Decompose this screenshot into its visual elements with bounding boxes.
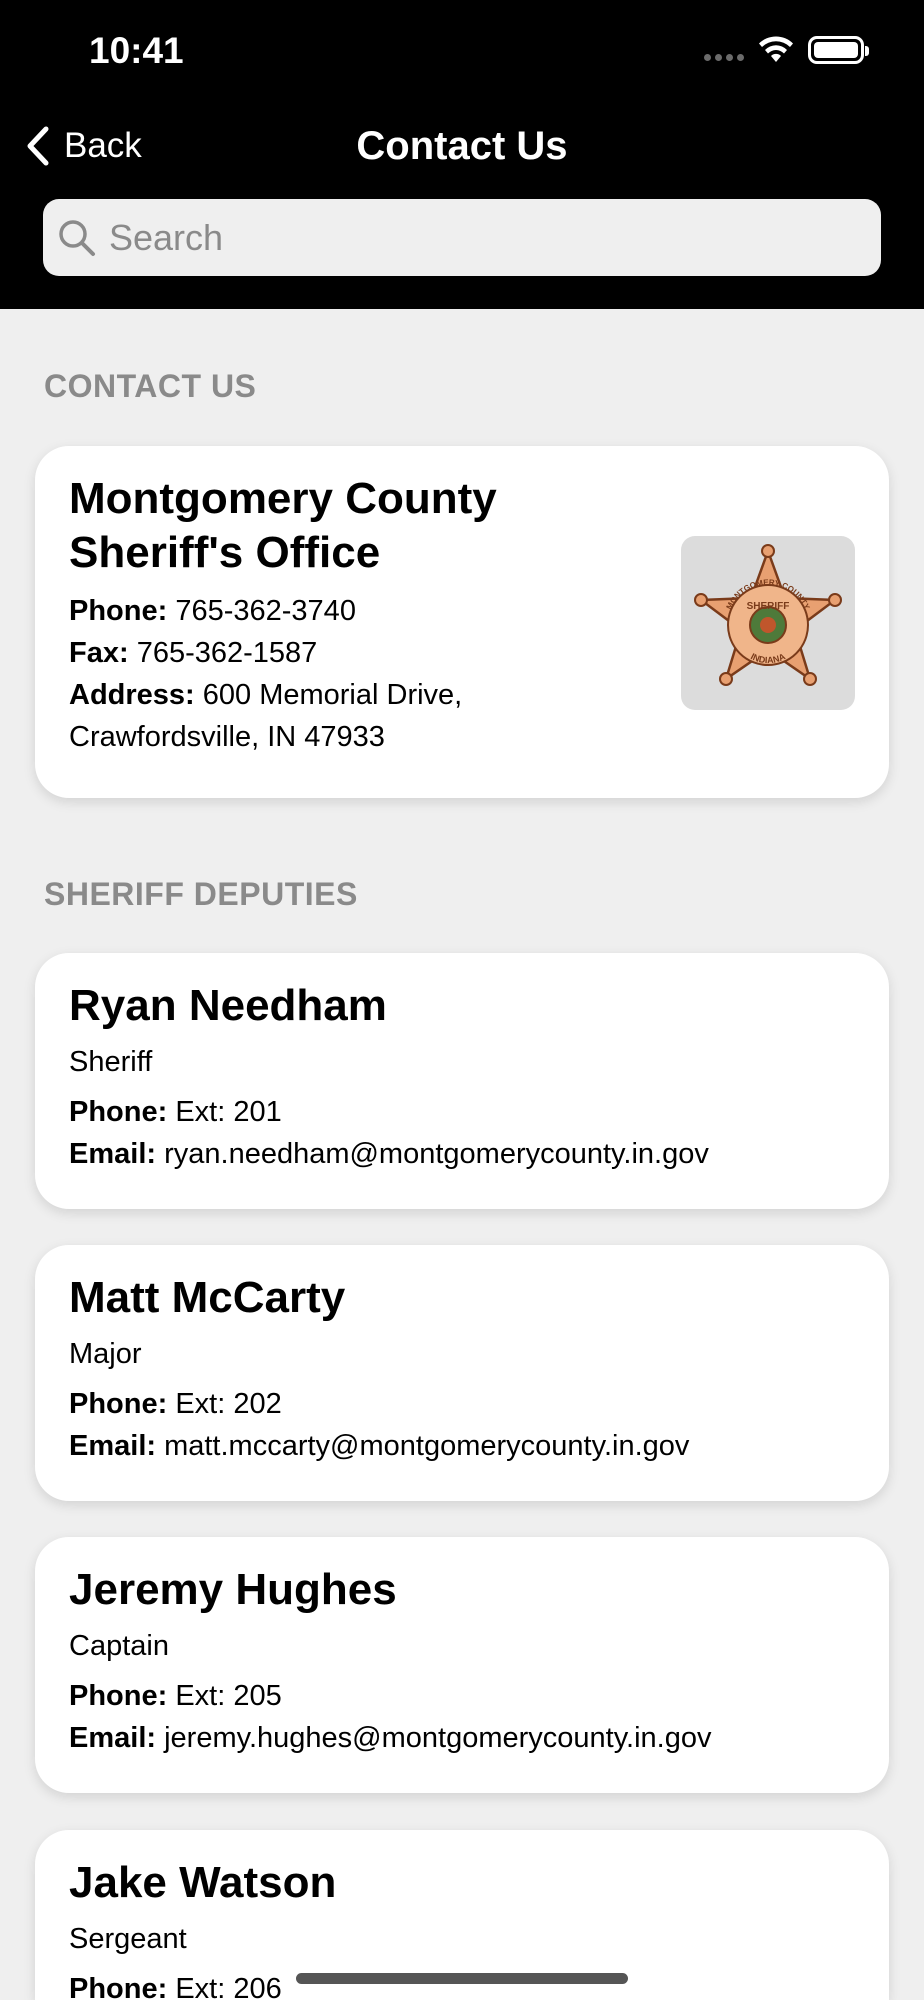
- phone-label: Phone:: [69, 1973, 168, 2000]
- deputy-name: Jeremy Hughes: [69, 1565, 397, 1614]
- deputy-card[interactable]: [35, 1245, 889, 1501]
- deputy-name: Matt McCarty: [69, 1273, 346, 1322]
- battery-icon: [808, 36, 864, 64]
- email-label: Email:: [69, 1138, 157, 1170]
- email-label: Email:: [69, 1430, 157, 1462]
- office-phone-line: [69, 590, 629, 632]
- office-card[interactable]: [35, 446, 889, 798]
- deputy-phone-line: [69, 1091, 855, 1133]
- home-indicator[interactable]: [296, 1973, 628, 1984]
- office-address[interactable]: 600 Memorial Drive, Crawfordsville, IN 47933: [69, 679, 463, 753]
- phone-label: Phone:: [69, 1680, 168, 1712]
- deputy-title: Captain: [69, 1630, 169, 1662]
- deputy-title: Sergeant: [69, 1923, 187, 1955]
- wifi-icon: [758, 36, 794, 64]
- office-fax: 765-362-1587: [136, 637, 318, 669]
- deputy-email-line: [69, 1133, 855, 1175]
- deputy-email[interactable]: jeremy.hughes@montgomerycounty.in.gov: [164, 1722, 712, 1754]
- address-label: Address:: [69, 679, 195, 711]
- phone-label: Phone:: [69, 595, 168, 627]
- search-bar[interactable]: [43, 199, 881, 276]
- badge-text-center: SHERIFF: [746, 601, 790, 612]
- deputy-card[interactable]: [35, 1537, 889, 1793]
- badge-text-bottom: INDIANA: [749, 651, 787, 666]
- deputy-title: Major: [69, 1338, 142, 1370]
- deputy-phone-line: [69, 1675, 855, 1717]
- header: [0, 0, 924, 309]
- sheriff-badge-image: [681, 536, 855, 710]
- deputy-phone-line: [69, 1383, 855, 1425]
- deputy-phone[interactable]: Ext: 205: [175, 1680, 282, 1712]
- office-fax-line: [69, 632, 629, 674]
- back-label: Back: [64, 126, 142, 165]
- deputy-name: Jake Watson: [69, 1858, 337, 1907]
- office-phone[interactable]: 765-362-3740: [175, 595, 356, 627]
- sheriff-star-badge-icon: [688, 543, 848, 703]
- search-icon: [57, 218, 97, 258]
- badge-text-top: MONTGOMERY COUNTY: [724, 577, 812, 611]
- deputy-phone[interactable]: Ext: 206: [175, 1973, 282, 2000]
- deputy-phone[interactable]: Ext: 201: [175, 1096, 282, 1128]
- email-label: Email:: [69, 1722, 157, 1754]
- status-icons: [704, 36, 864, 64]
- deputy-email[interactable]: matt.mccarty@montgomerycounty.in.gov: [164, 1430, 690, 1462]
- deputy-email[interactable]: ryan.needham@montgomerycounty.in.gov: [164, 1138, 709, 1170]
- office-address-line: [69, 674, 629, 758]
- deputy-email-line: [69, 1425, 855, 1467]
- cellular-signal-icon: [704, 54, 744, 61]
- deputy-email-line: [69, 1717, 855, 1759]
- deputy-phone[interactable]: Ext: 202: [175, 1388, 282, 1420]
- phone-label: Phone:: [69, 1388, 168, 1420]
- deputy-card[interactable]: [35, 953, 889, 1209]
- deputy-name: Ryan Needham: [69, 981, 387, 1030]
- phone-label: Phone:: [69, 1096, 168, 1128]
- search-input[interactable]: [109, 217, 869, 259]
- fax-label: Fax:: [69, 637, 129, 669]
- office-name: Montgomery County Sheriff's Office: [69, 474, 497, 577]
- page-title: Contact Us: [356, 124, 568, 168]
- section-header-deputies: SHERIFF DEPUTIES: [44, 876, 358, 912]
- status-time: 10:41: [89, 30, 184, 71]
- section-header-contact: CONTACT US: [44, 368, 257, 404]
- deputy-title: Sheriff: [69, 1046, 153, 1078]
